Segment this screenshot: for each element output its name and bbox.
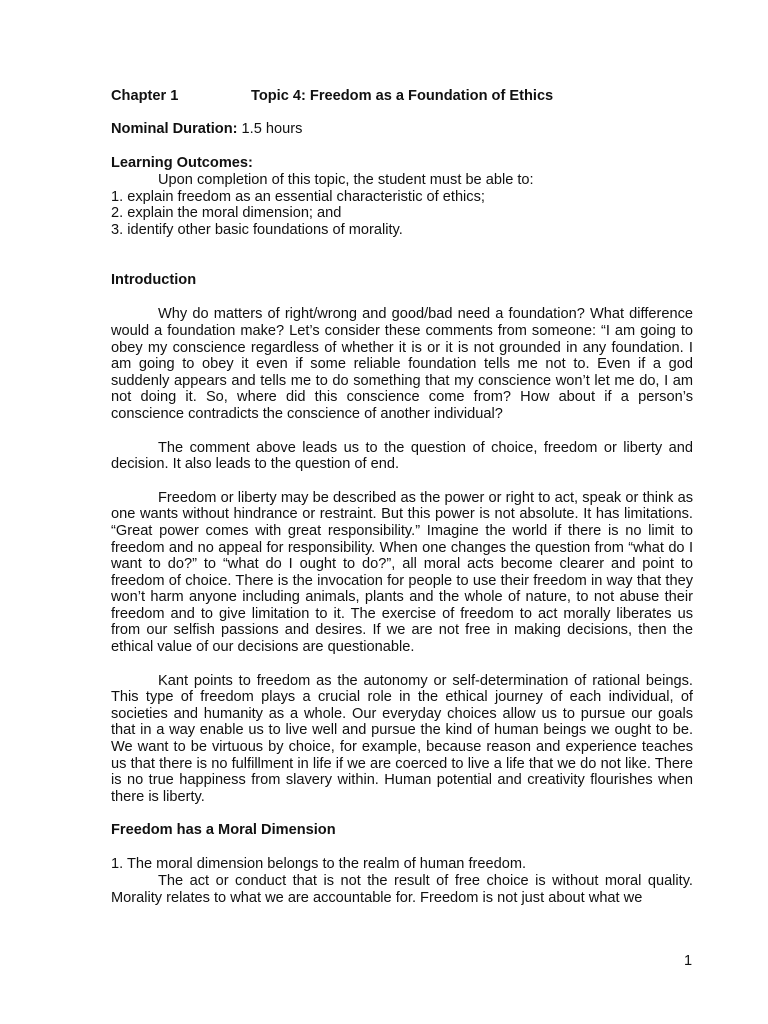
moral-item-1: 1. The moral dimension belongs to the realm of human freedom. bbox=[111, 856, 527, 873]
document-page bbox=[111, 88, 693, 906]
moral-dimension-title: Freedom has a Moral Dimension bbox=[111, 822, 336, 839]
intro-paragraph-3: Freedom or liberty may be described as the power or right to act, speak or think as one wants without hindrance or restraint. But this power is not absolute. It has limitations. “Great power comes with great responsibility.” Imagine the world if there is no limit to freedom and no appeal for responsibility. When one changes the question from “what do I want to do?” to “what do I ought to do?”, all moral acts become clearer and point to freedom of choice. There is the invocation for people to use their freedom in way that they won’t harm anyone including animals, plants and the whole of nature, to not abuse their freedom and to give limitation to it. The exercise of freedom to act morally liberates us from our selfish passions and desires. If we are not free in making decisions, then the ethical value of our decisions are questionable. bbox=[111, 489, 693, 656]
intro-paragraph-4: Kant points to freedom as the autonomy or self-determination of rational beings. This type of freedom plays a crucial role in the ethical journey of each individual, of societies and humanity as a whole. Our everyday choices allow us to pursue our goals that in a way enable us to live well and pursue the kind of human beings we ought to be. We want to be virtuous by choice, for example, because reason and experience teaches us that there is no fulfillment in life if we are coerced to live a life that we do not like. There is no true happiness from slavery within. Human potential and creativity flourishes when there is liberty. bbox=[111, 672, 693, 805]
chapter-label: Chapter 1 bbox=[111, 88, 179, 104]
learning-outcomes-title: Learning Outcomes: bbox=[111, 155, 253, 171]
page-number: 1 bbox=[684, 953, 693, 969]
chapter-heading bbox=[111, 88, 693, 105]
duration-label: Nominal Duration: bbox=[111, 121, 238, 137]
outcome-item-2: 2. explain the moral dimension; and bbox=[111, 205, 342, 222]
topic-title: Topic 4: Freedom as a Foundation of Ethics bbox=[251, 88, 554, 104]
intro-paragraph-1: Why do matters of right/wrong and good/bad need a foundation? What difference would a foundation make? Let’s consider these comments from someone: “I am going to obey my conscience regardless of whether it is or it is not grounded in any foundation. I am going to obey it even if some reliable foundation tells me not to. Even if a god suddenly appears and tells me to do something that my conscience won’t let me do, I am not doing it. So, where did this conscience come from? How about if a person’s conscience contradicts the conscience of another individual? bbox=[111, 306, 693, 422]
outcome-item-3: 3. identify other basic foundations of morality. bbox=[111, 221, 403, 238]
moral-item-1-paragraph: The act or conduct that is not the result of free choice is without moral quality. Morality relates to what we are accountable for. Freedom is not just about what we bbox=[111, 873, 693, 906]
duration-value: 1.5 hours bbox=[241, 121, 303, 137]
intro-paragraph-2: The comment above leads us to the question of choice, freedom or liberty and decision. It also leads to the question of end. bbox=[111, 439, 693, 473]
learning-outcomes-lead: Upon completion of this topic, the student must be able to: bbox=[158, 172, 534, 188]
nominal-duration bbox=[111, 121, 693, 138]
outcome-item-1: 1. explain freedom as an essential characteristic of ethics; bbox=[111, 188, 485, 205]
introduction-title: Introduction bbox=[111, 272, 197, 289]
